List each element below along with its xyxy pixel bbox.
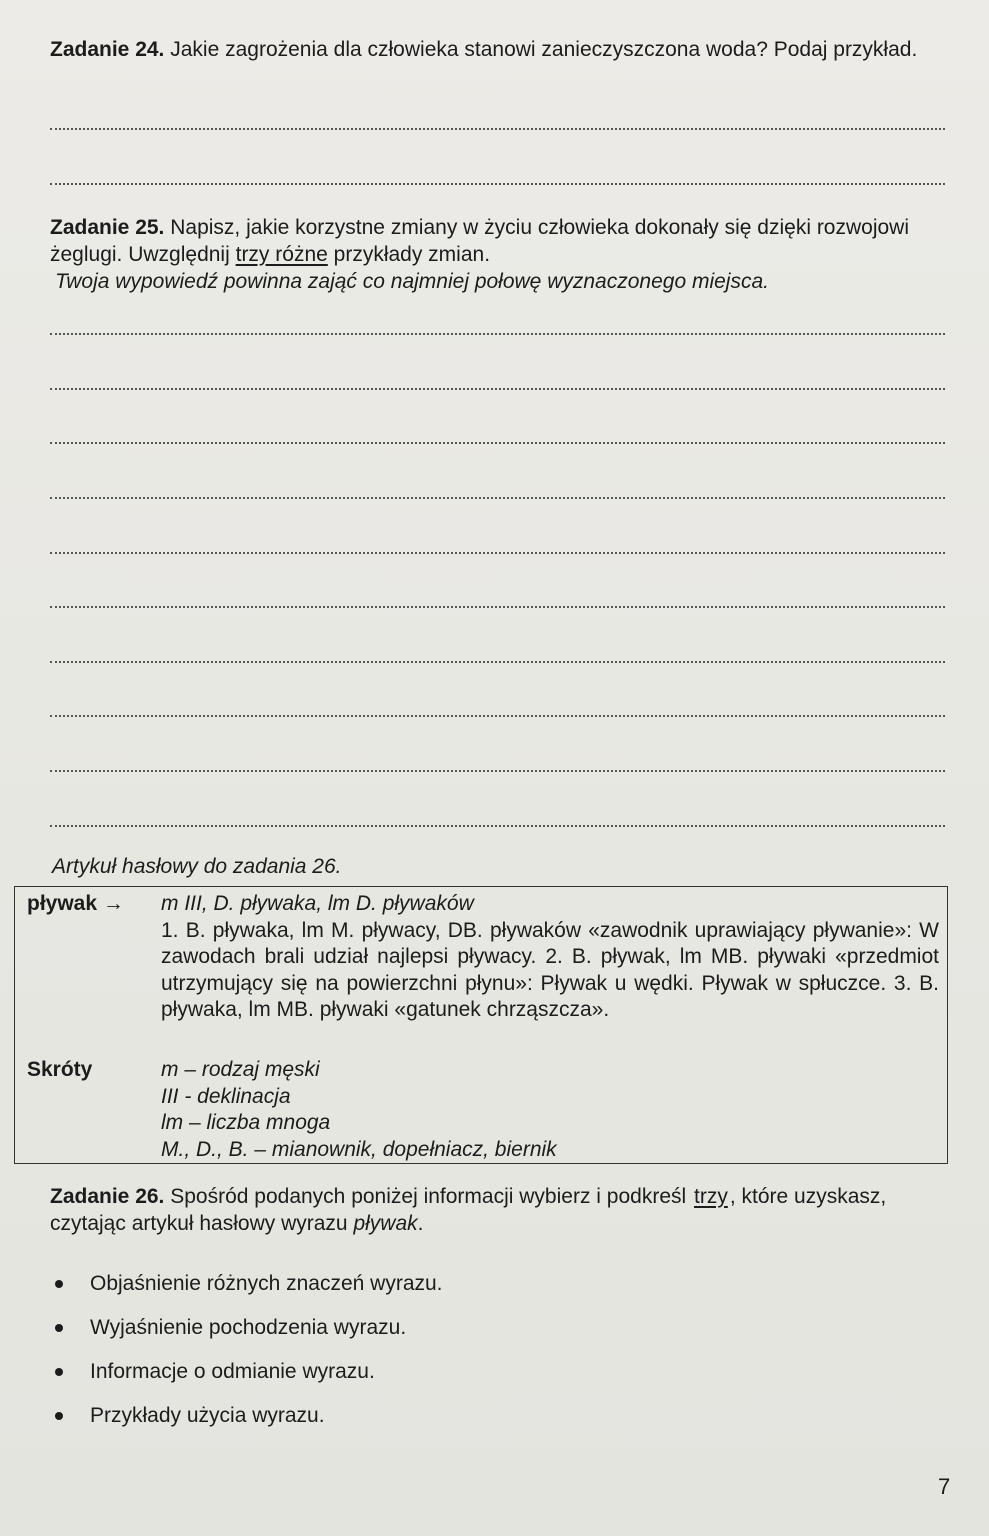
option-item[interactable] <box>52 1398 443 1442</box>
task-26 <box>50 1183 945 1237</box>
task-26-question: Spośród podanych poniżej informacji wybierz i podkreśl <box>170 1185 687 1208</box>
task-24-label: Zadanie 24. <box>50 38 165 61</box>
task-25-instruction: Twoja wypowiedź powinna zająć co najmniej połowę wyznaczonego miejsca. <box>55 270 769 293</box>
abbreviation-item: lm – liczba mnoga <box>161 1111 331 1134</box>
task-26-word: pływak <box>353 1212 418 1235</box>
entry-lemma-text: pływak <box>27 892 98 915</box>
answer-line[interactable] <box>50 388 945 390</box>
answer-line[interactable] <box>50 770 945 772</box>
abbreviations-list <box>161 1057 557 1163</box>
abbreviation-item: m – rodzaj męski <box>161 1058 320 1081</box>
answer-line[interactable] <box>50 661 945 663</box>
abbreviations-label: Skróty <box>27 1058 93 1081</box>
answer-line[interactable] <box>50 606 945 608</box>
option-item[interactable] <box>52 1266 443 1310</box>
task-24-question: Jakie zagrożenia dla człowieka stanowi zanieczyszczona woda? Podaj przykład. <box>170 38 918 61</box>
answer-line[interactable] <box>50 128 945 130</box>
task-25-question-end: przykłady zmian. <box>333 243 491 266</box>
abbreviation-item: III - deklinacja <box>161 1084 291 1108</box>
answer-line[interactable] <box>50 442 945 444</box>
answer-line[interactable] <box>50 552 945 554</box>
answer-line[interactable] <box>50 183 945 185</box>
entry-grammar: m III, D. pływaka, lm D. pływaków <box>161 892 474 915</box>
page-number: 7 <box>938 1474 951 1499</box>
entry-body: 1. B. pływaka, lm M. pływacy, DB. pływaków «zawodnik uprawiający pływanie»: W zawodach brali udział najlepsi pływacy. 2. B. pływak, lm MB. pływaki «przedmiot utrzymujący się na powierzchni płynu»: Pływak u wędki. Pływak w spłuczce. 3. B. pływaka, lm MB. pływaki «gatunek chrząszcza». <box>161 918 939 1021</box>
task-26-question-cont: , które uzyskasz, czytając artykuł hasłowy wyrazu <box>50 1185 887 1235</box>
answer-line[interactable] <box>50 825 945 827</box>
task-25-underlined: trzy różne <box>235 243 328 266</box>
option-text[interactable]: Informacje o odmianie wyrazu. <box>90 1360 375 1383</box>
abbreviation-item: M., D., B. – mianownik, dopełniacz, biernik <box>161 1137 557 1161</box>
option-text[interactable]: Wyjaśnienie pochodzenia wyrazu. <box>90 1316 407 1339</box>
article-title: Artykuł hasłowy do zadania 26. <box>52 855 342 878</box>
bullet-icon <box>55 1280 63 1288</box>
bullet-icon <box>55 1324 63 1332</box>
arrow-icon: → <box>102 892 124 915</box>
option-text[interactable]: Przykłady użycia wyrazu. <box>90 1404 325 1427</box>
bullet-icon <box>55 1368 63 1376</box>
option-item[interactable] <box>52 1310 443 1354</box>
task-25-question: Napisz, jakie korzystne zmiany w życiu człowieka dokonały się dzięki rozwojowi żeglugi. Uwzględnij <box>50 216 910 266</box>
answer-line[interactable] <box>50 715 945 717</box>
option-text[interactable]: Objaśnienie różnych znaczeń wyrazu. <box>90 1272 443 1295</box>
answer-line[interactable] <box>50 333 945 335</box>
bullet-icon <box>55 1412 63 1420</box>
task-26-end: . <box>417 1212 424 1235</box>
task-25-label: Zadanie 25. <box>50 216 165 239</box>
task-24 <box>50 36 945 63</box>
option-item[interactable] <box>52 1354 443 1398</box>
task-26-options <box>52 1266 443 1442</box>
task-26-underlined: trzy <box>694 1185 728 1208</box>
dictionary-entry-box <box>14 886 948 1164</box>
entry-definition <box>161 891 939 1024</box>
task-25 <box>50 214 945 295</box>
entry-lemma <box>27 891 124 918</box>
answer-line[interactable] <box>50 497 945 499</box>
task-26-label: Zadanie 26. <box>50 1185 165 1208</box>
